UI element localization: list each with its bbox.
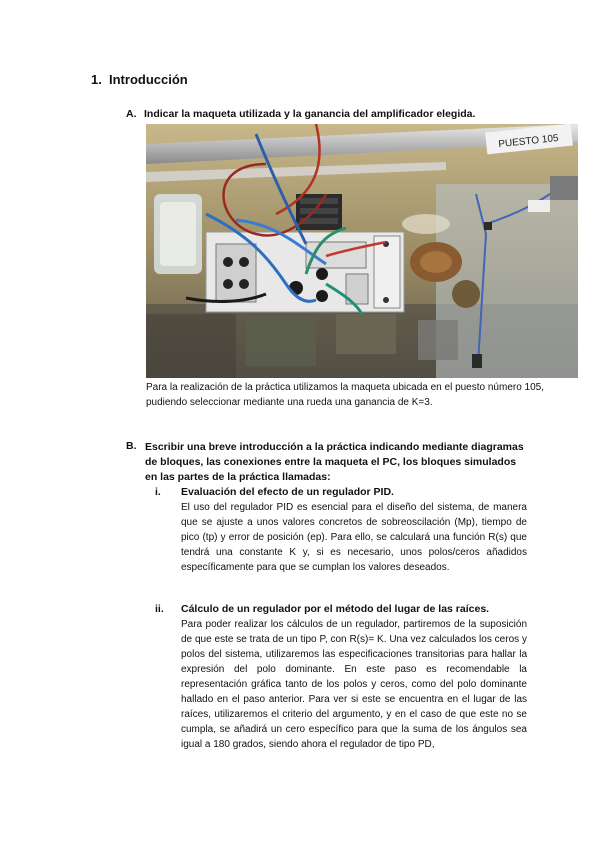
- part-a-heading: [126, 108, 475, 120]
- item-i-numeral: i.: [155, 486, 161, 498]
- part-a-letter: A.: [126, 108, 137, 120]
- photo-label: PUESTO 105: [497, 132, 560, 151]
- lab-equipment-photo: [146, 124, 578, 378]
- section-number: 1.: [91, 72, 102, 87]
- section-title: Introducción: [109, 72, 188, 87]
- part-b-letter: B.: [126, 440, 137, 452]
- section-heading: [91, 72, 188, 87]
- item-ii-text: Para poder realizar los cálculos de un regulador, partiremos de la suposición de que este se trata de un tipo P, con R(s)= K. Una vez calculados los ceros y polos del sistema, utilizaremos las especificaciones transitorias para hallar la expresión del polo dominante. En este paso es recomendable la representación gráfica tanto de los polos y ceros, como del polo dominante hallado en el paso anterior. Para ver si este se encuentra en el lugar de las raíces, utilizaremos el criterio del argumento, y en el caso de que este no se cumpla, se añadirá un cero específico para que la suma de los ángulos sea igual a 180 grados, siendo ahora el regulador de tipo PD,: [181, 619, 527, 750]
- part-b-heading: Escribir una breve introducción a la práctica indicando mediante diagramas de bloques, las conexiones entre la maqueta el PC, los bloques simulados en las partes de la práctica llamadas:: [145, 441, 524, 483]
- part-a-title: Indicar la maqueta utilizada y la ganancia del amplificador elegida.: [144, 108, 476, 120]
- item-ii-title: Cálculo de un regulador por el método del lugar de las raíces.: [181, 603, 490, 615]
- item-i-title: Evaluación del efecto de un regulador PID.: [181, 486, 394, 498]
- photo-caption: Para la realización de la práctica utilizamos la maqueta ubicada en el puesto número 105, pudiendo seleccionar mediante una rueda una ganancia de K=3.: [146, 382, 545, 408]
- item-i-text: El uso del regulador PID es esencial para el diseño del sistema, de manera que se ajuste a unos valores concretos de sobreoscilación (Mp), tiempo de pico (tp) y error de posición (ep). Para ello, se calculará una función R(s) que tendrá una constante K y, si es necesario, unos polos/ceros añadidos específicamente para que se cumplan los valores deseados.: [181, 502, 527, 573]
- item-ii-numeral: ii.: [155, 603, 164, 615]
